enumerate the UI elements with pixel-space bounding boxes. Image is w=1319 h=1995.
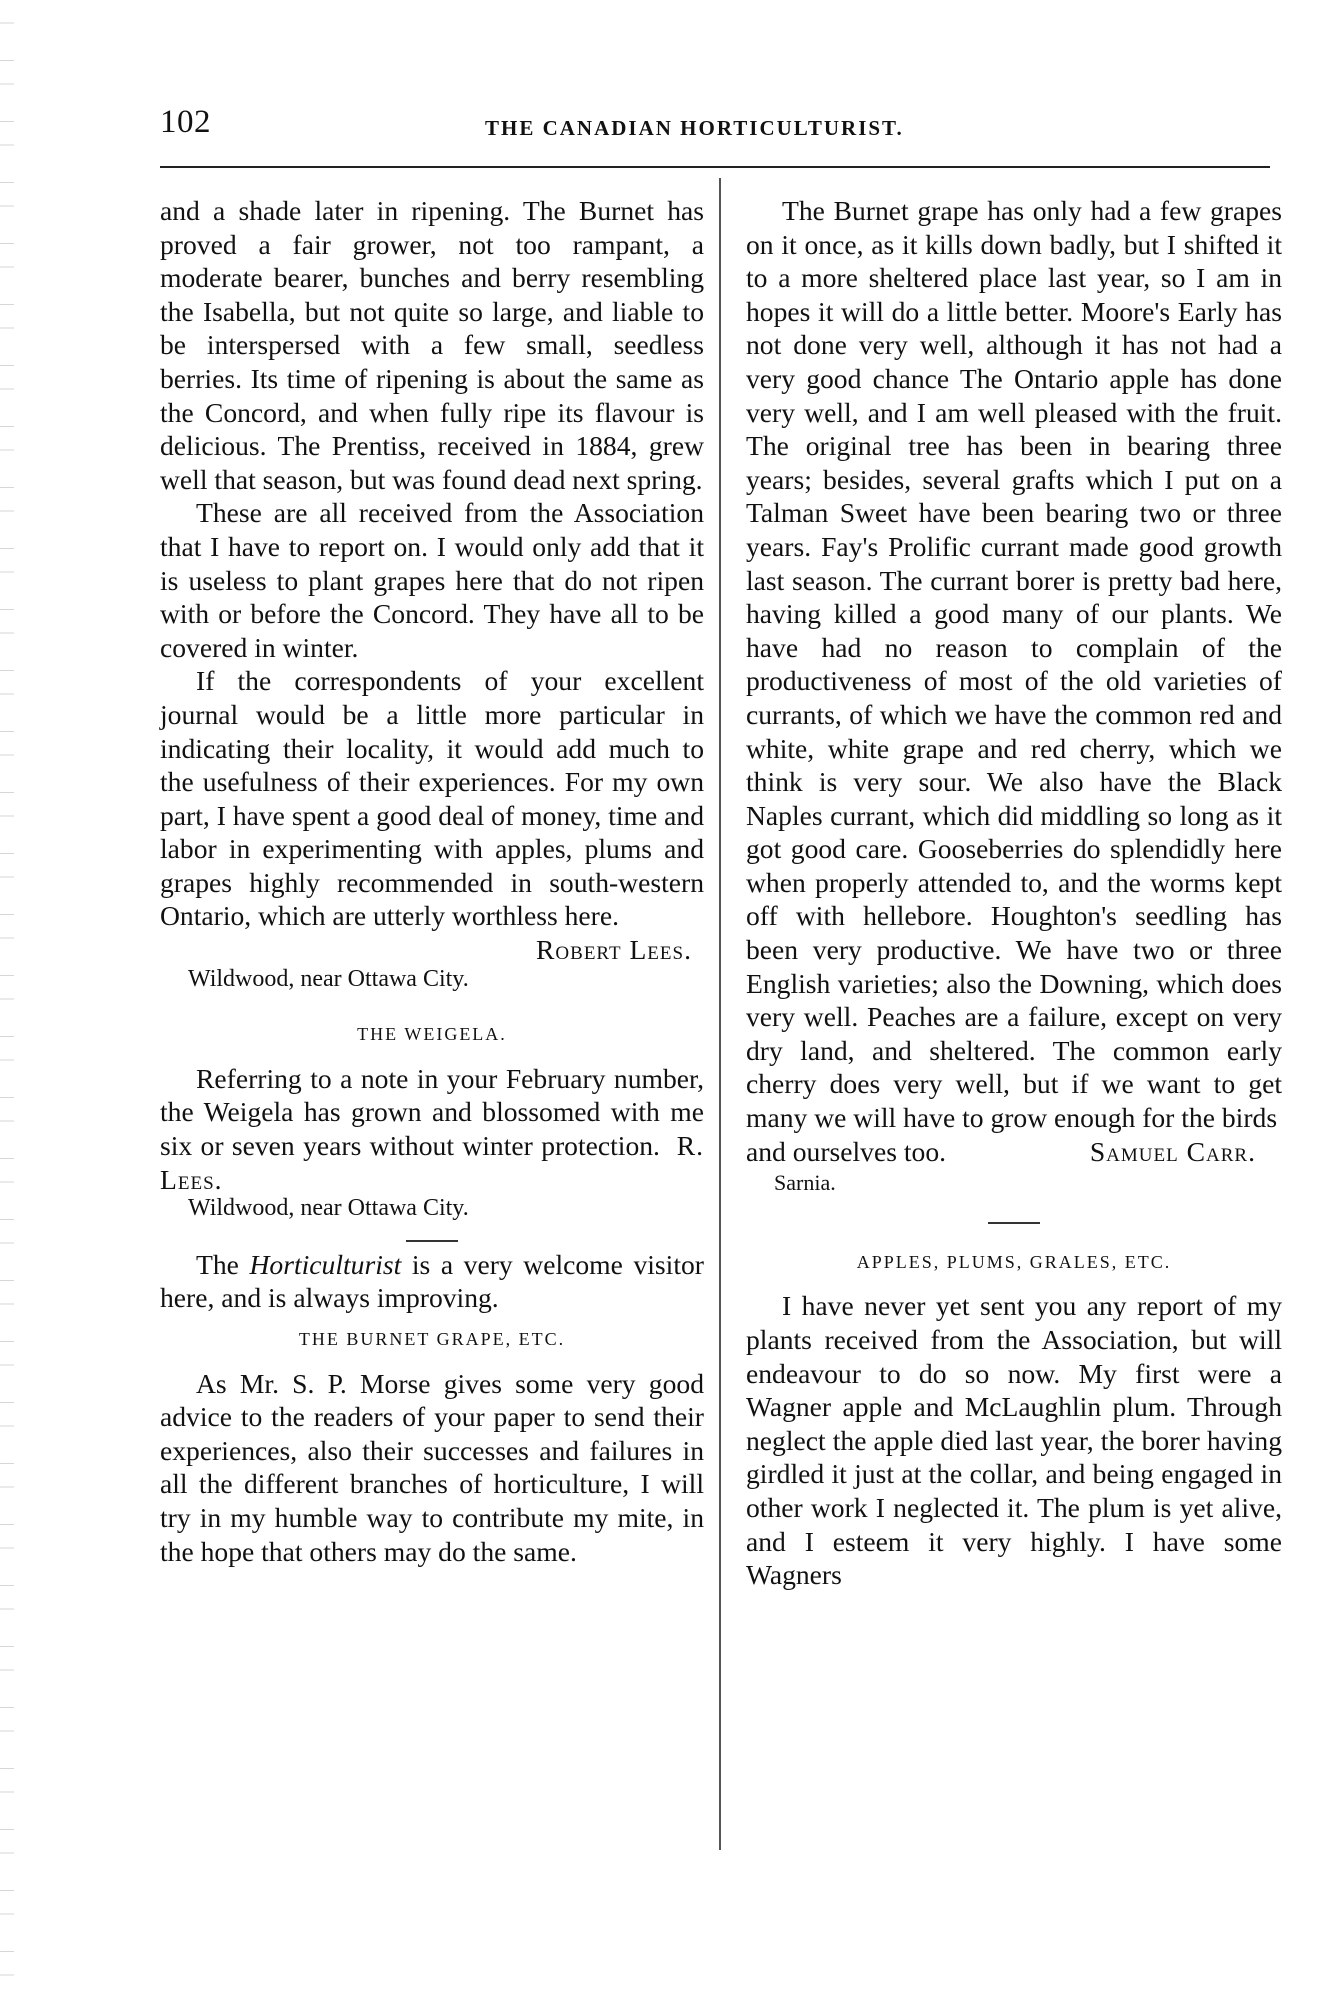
signature-samuel-carr: Samuel Carr. (1089, 1135, 1256, 1167)
heading-apples-plums: APPLES, PLUMS, GRALES, ETC. (856, 1251, 1172, 1272)
horticulturist-title: Horticulturist (249, 1248, 402, 1280)
left-column (160, 194, 704, 1568)
horticulturist-post: is a very welcome visitor here, and is always improving. (160, 1248, 704, 1314)
horticulturist-pre: The (196, 1248, 250, 1280)
right-paragraph-1-end: and ourselves too. (746, 1135, 947, 1167)
running-title: THE CANADIAN HORTICULTURIST. (485, 116, 904, 140)
left-paragraph-horticulturist (160, 1248, 704, 1315)
right-column (746, 194, 1282, 1592)
page-binding-edge (0, 0, 14, 1995)
signature-line-carr (746, 1135, 1282, 1169)
place-wildwood-2: Wildwood, near Ottawa City. (188, 1195, 469, 1222)
left-paragraph-weigela (160, 1062, 704, 1196)
column-divider (719, 178, 721, 1850)
signature-robert-lees: Robert Lees. (536, 934, 692, 966)
left-paragraph-3: If the correspondents of your excellent journal would be a little more particular in indicating their locality, it would add much to the usefulness of their experiences. For my own part, I have spent a good deal of money, time and labor in experimenting with apples, plums and grapes highly recommended in south-western Ontario, which are utterly worthless here. (160, 665, 704, 932)
heading-burnet-grape: THE BURNET GRAPE, ETC. (298, 1329, 566, 1349)
header-rule (160, 166, 1270, 168)
weigela-text: Referring to a note in your February number, the Weigela has grown and blossomed with me six or seven years without winter protection. (160, 1062, 704, 1162)
left-paragraph-1: and a shade later in ripening. The Burnet has proved a fair grower, not too rampant, a moderate bearer, bunches and berry resembling the Isabella, but not quite so large, and liable to be interspersed with a few small, seedless berries. Its time of ripening is about the same as the Concord, and when fully ripe its flavour is delicious. The Prentiss, received in 1884, grew well that season, but was found dead next spring. (160, 195, 704, 495)
page-number: 102 (160, 104, 211, 140)
section-rule-right (988, 1222, 1040, 1224)
place-wildwood: Wildwood, near Ottawa City. (188, 965, 469, 992)
right-paragraph-1: The Burnet grape has only had a few grapes on it once, as it kills down badly, but I shifted it to a more sheltered place last year, so I am in hopes it will do a little better. Moore's Early has not done very well, although it has not had a very good chance The Ontario apple has done very well, and I am well pleased with the fruit. The original tree has been in bearing three years; besides, several grafts which I put on a Talman Sweet have been bearing two or three years. Fay's Prolific currant made good growth last season. The currant borer is pretty bad here, having killed a good many of our plants. We have had no reason to complain of the productiveness of most of the old varieties of currants, of which we have the common red and white, white grape and red cherry, which we think is very sour. We also have the Black Naples currant, which did middling so long as it got good care. Gooseberries do splendidly here when properly attended to, and the worms kept off with hellebore. Houghton's seedling has been very productive. We have two or three English varieties; also the Downing, which does very well. Peaches are a failure, except on very dry land, and sheltered. The common early cherry does very well, but if we want to get many we will have to grow enough for the birds (746, 195, 1282, 1134)
heading-weigela: THE WEIGELA. (357, 1024, 507, 1045)
section-rule (406, 1240, 458, 1242)
right-paragraph-2: I have never yet sent you any report of my plants received from the Association, but will endeavour to do so now. My first were a Wagner apple and McLaughlin plum. Through neglect the apple died last year, the borer having girdled it just at the collar, and being engaged in other work I neglected it. The plum is yet alive, and I esteem it very highly. I have some Wagners (746, 1290, 1282, 1591)
left-paragraph-burnet: As Mr. S. P. Morse gives some very good advice to the readers of your paper to send their experiences, also their successes and failures in all the different branches of horticulture, I will try in my humble way to contribute my mite, in the hope that others may do the same. (160, 1367, 704, 1567)
place-sarnia: Sarnia. (774, 1170, 836, 1196)
left-paragraph-2: These are all received from the Association that I have to report on. I would only add that it is useless to plant grapes here that do not ripen with or before the Concord. They have all to be covered in winter. (160, 497, 704, 663)
signature-r-lees: R. Lees. (160, 1130, 704, 1195)
